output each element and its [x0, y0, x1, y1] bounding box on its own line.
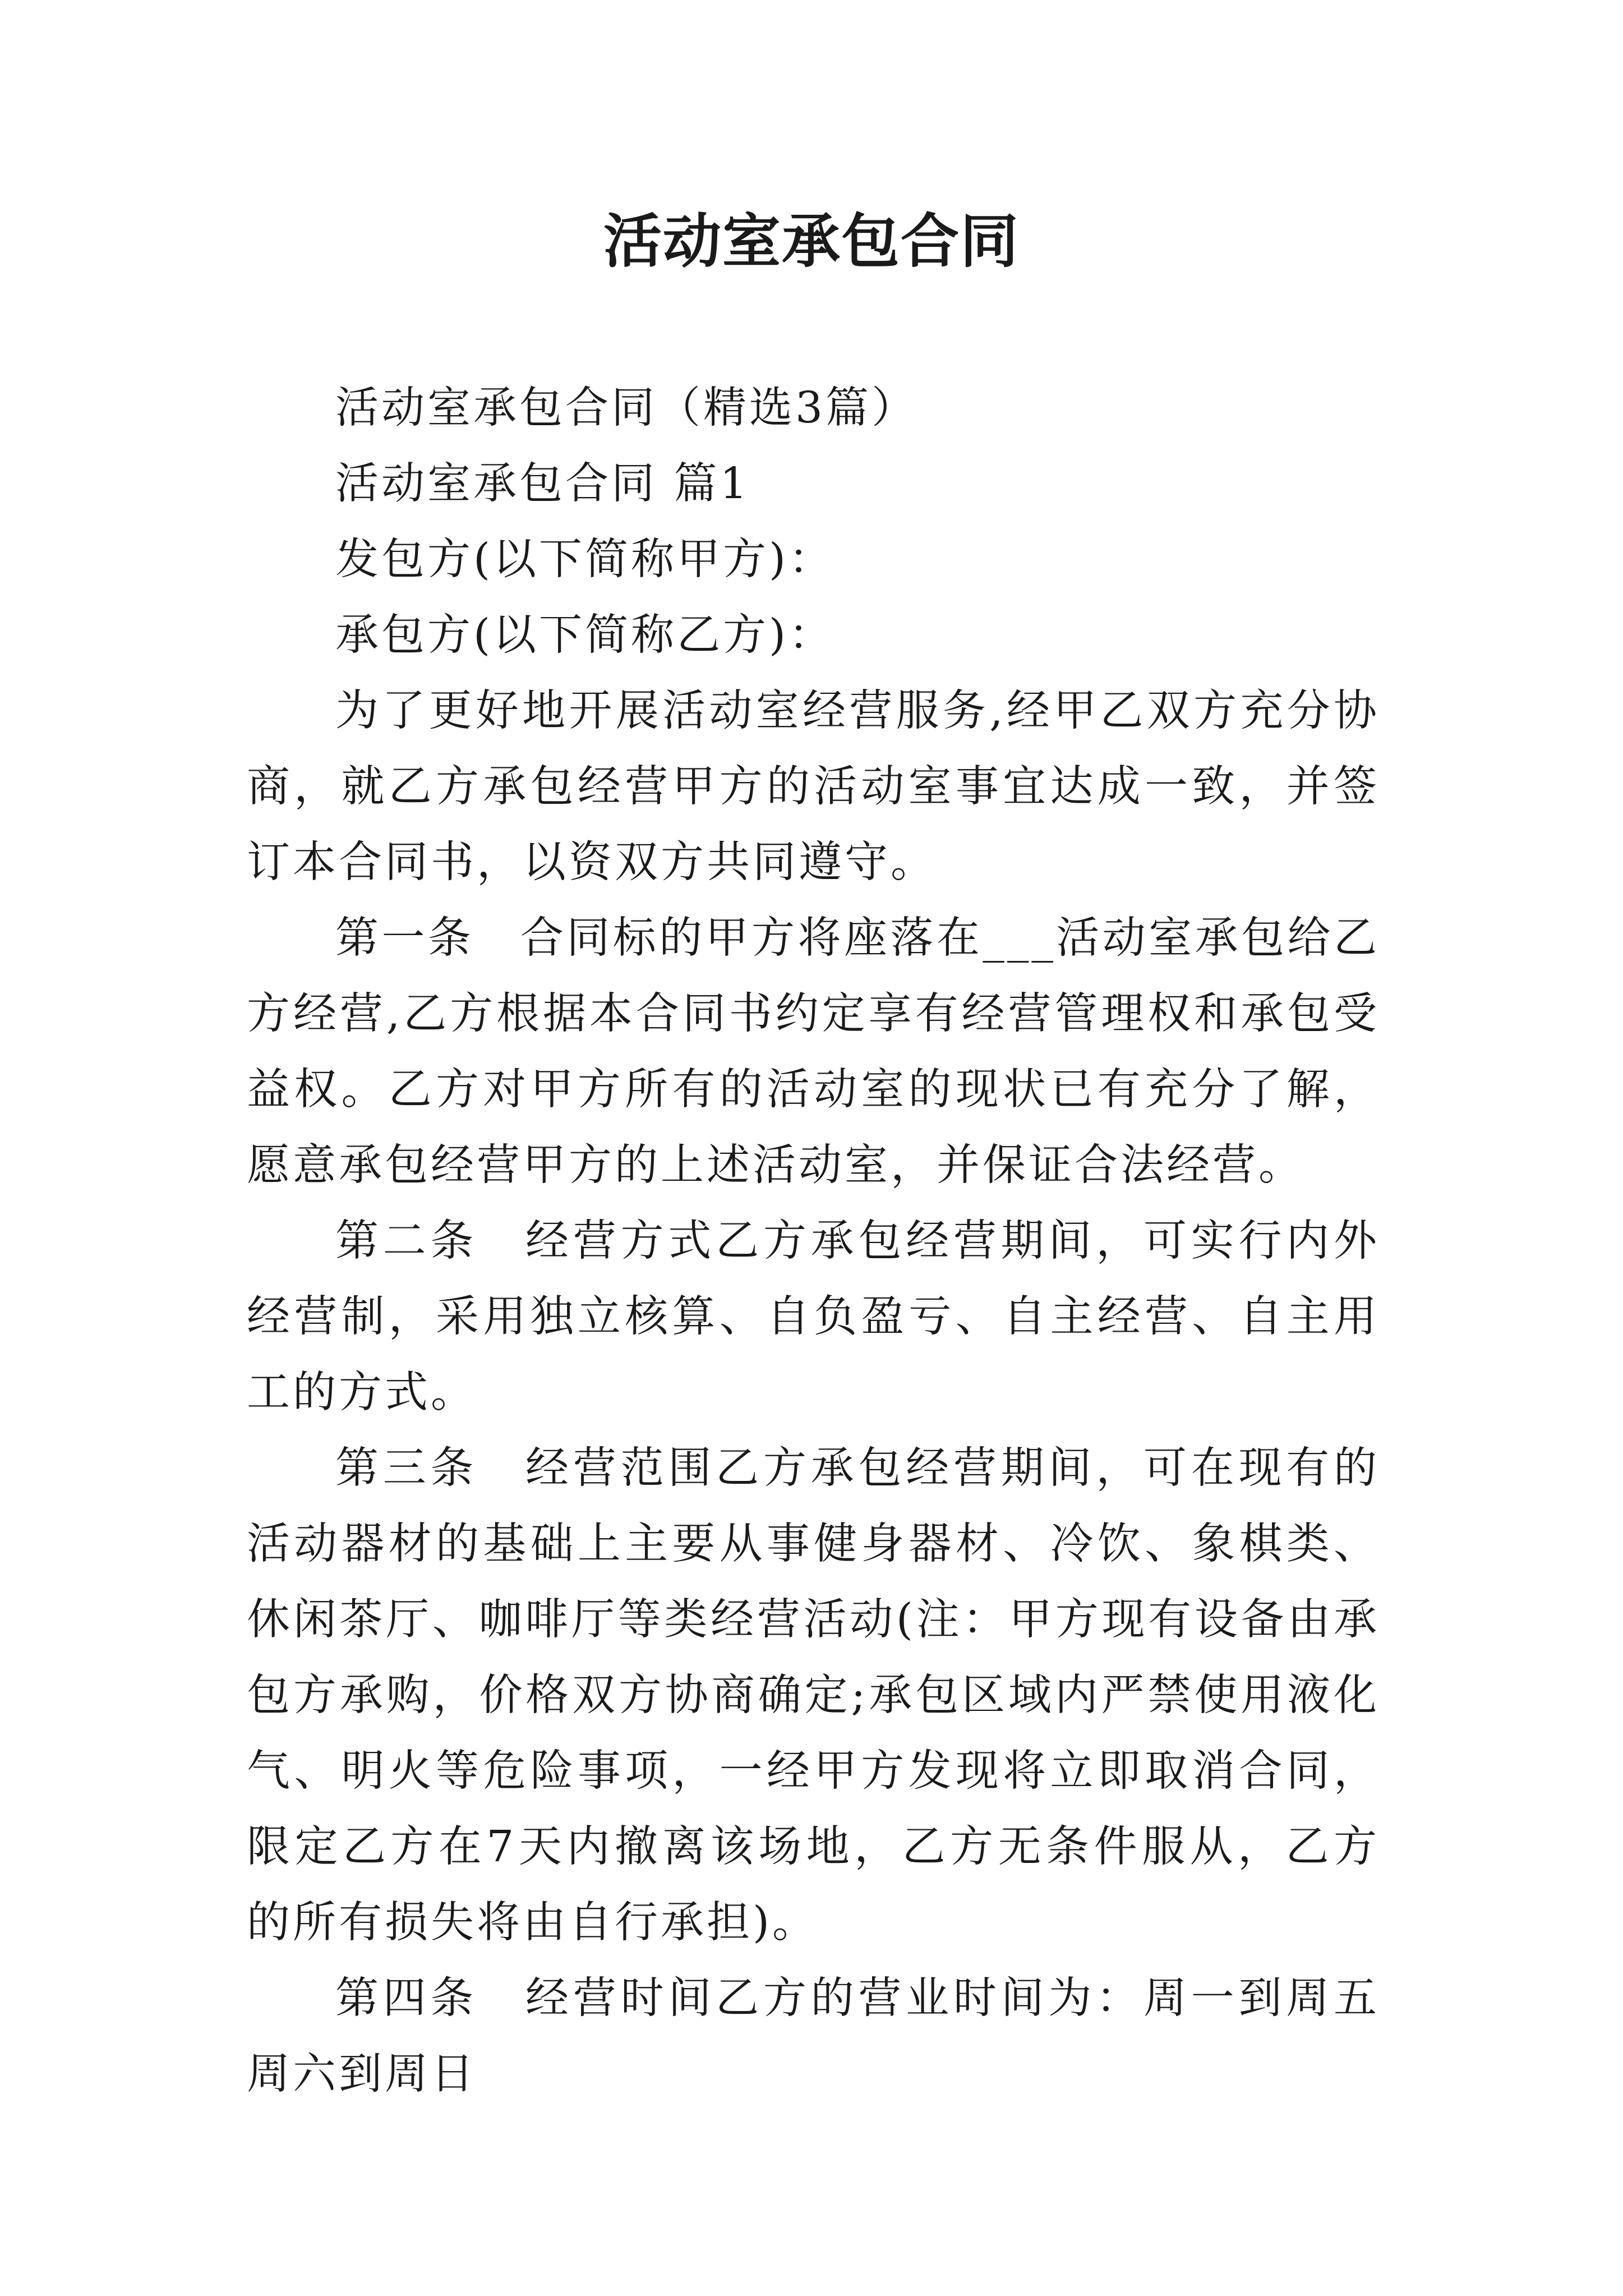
paragraph-article-4: 第四条 经营时间乙方的营业时间为：周一到周五周六到周日: [247, 1973, 1380, 2099]
paragraph-article-3: 第三条 经营范围乙方承包经营期间，可在现有的活动器材的基础上主要从事健身器材、冷饮、象棋类、休闲茶厅、咖啡厅等类经营活动(注：甲方现有设备由承包方承购，价格双方协商确定;承包区域内严禁使用液化气、明火等危险事项，一经甲方发现将立即取消合同，限定乙方在7天内撤离该场地，乙方无条件服从，乙方的所有损失将由自行承担)。: [247, 1443, 1380, 1948]
paragraph-subtitle: 活动室承包合同（精选3篇）: [335, 383, 917, 433]
paragraph-article-1: 第一条 合同标的甲方将座落在___活动室承包给乙方经营,乙方根据本合同书约定享有经营管理权和承包受益权。乙方对甲方所有的活动室的现状已有充分了解，愿意承包经营甲方的上述活动室，并保证合法经营。: [247, 913, 1380, 1190]
document-body: [247, 370, 1380, 2112]
document-title: 活动室承包合同: [603, 206, 1020, 275]
paragraph-party-a: 发包方(以下简称甲方)：: [335, 535, 835, 585]
paragraph-section-heading: 活动室承包合同 篇1: [335, 459, 750, 509]
paragraph-preamble: 为了更好地开展活动室经营服务,经甲乙双方充分协商，就乙方承包经营甲方的活动室事宜达成一致，并签订本合同书，以资双方共同遵守。: [247, 686, 1380, 887]
paragraph-party-b: 承包方(以下简称乙方)：: [335, 610, 835, 660]
paragraph-article-2: 第二条 经营方式乙方承包经营期间，可实行内外经营制，采用独立核算、自负盈亏、自主经营、自主用工的方式。: [247, 1216, 1380, 1418]
